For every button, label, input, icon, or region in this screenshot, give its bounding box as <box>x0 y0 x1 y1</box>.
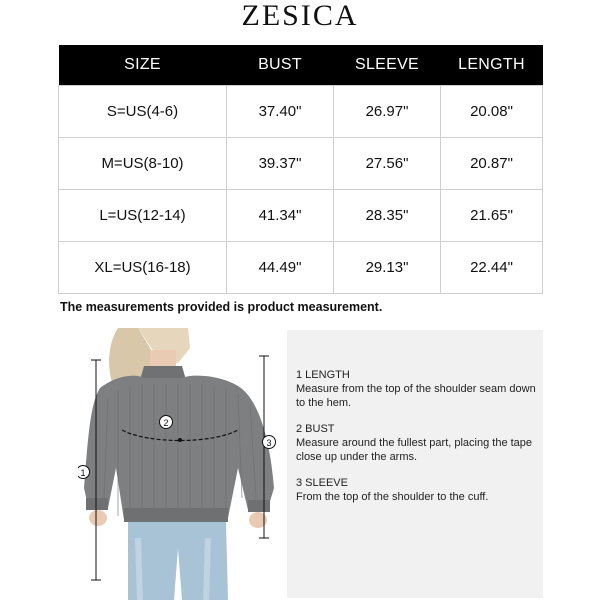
sweater-illustration <box>78 328 282 600</box>
cell-length: 21.65" <box>441 189 543 241</box>
table-row <box>59 85 543 137</box>
cell-size: S=US(4-6) <box>59 85 227 137</box>
svg-text:2: 2 <box>163 418 169 428</box>
measurement-note: The measurements provided is product measurement. <box>60 300 383 314</box>
cell-length: 20.08" <box>441 85 543 137</box>
cell-size: L=US(12-14) <box>59 189 227 241</box>
table-row <box>59 241 543 293</box>
instruction-heading: 3 SLEEVE <box>296 477 348 489</box>
cell-length: 20.87" <box>441 137 543 189</box>
table-row <box>59 189 543 241</box>
instruction-bust <box>296 422 536 464</box>
instruction-text: Measure from the top of the shoulder seam down to the hem. <box>296 383 536 409</box>
header-bust: BUST <box>227 45 334 85</box>
instruction-heading: 2 BUST <box>296 423 335 435</box>
table-header-row <box>59 45 543 85</box>
cell-size: M=US(8-10) <box>59 137 227 189</box>
model-photo <box>78 328 282 600</box>
instruction-length <box>296 368 536 410</box>
measurement-instructions-panel <box>287 330 543 598</box>
instruction-text: From the top of the shoulder to the cuff. <box>296 491 489 503</box>
cell-sleeve: 29.13" <box>334 241 441 293</box>
header-sleeve: SLEEVE <box>334 45 441 85</box>
header-size: SIZE <box>59 45 227 85</box>
cell-size: XL=US(16-18) <box>59 241 227 293</box>
svg-text:1: 1 <box>80 468 86 478</box>
cell-bust: 44.49" <box>227 241 334 293</box>
instruction-sleeve <box>296 476 536 504</box>
cell-bust: 41.34" <box>227 189 334 241</box>
marker-length <box>78 466 90 479</box>
brand-logo: ZESICA <box>241 0 359 32</box>
cell-sleeve: 26.97" <box>334 85 441 137</box>
cell-length: 22.44" <box>441 241 543 293</box>
cell-sleeve: 27.56" <box>334 137 441 189</box>
cell-sleeve: 28.35" <box>334 189 441 241</box>
header-length: LENGTH <box>441 45 543 85</box>
instruction-text: Measure around the fullest part, placing the tape close up under the arms. <box>296 437 533 463</box>
size-chart-table <box>58 45 543 294</box>
marker-bust <box>160 416 173 429</box>
svg-text:3: 3 <box>266 438 272 448</box>
table-row <box>59 137 543 189</box>
cell-bust: 37.40" <box>227 85 334 137</box>
marker-sleeve <box>263 436 276 449</box>
instruction-heading: 1 LENGTH <box>296 369 350 381</box>
cell-bust: 39.37" <box>227 137 334 189</box>
